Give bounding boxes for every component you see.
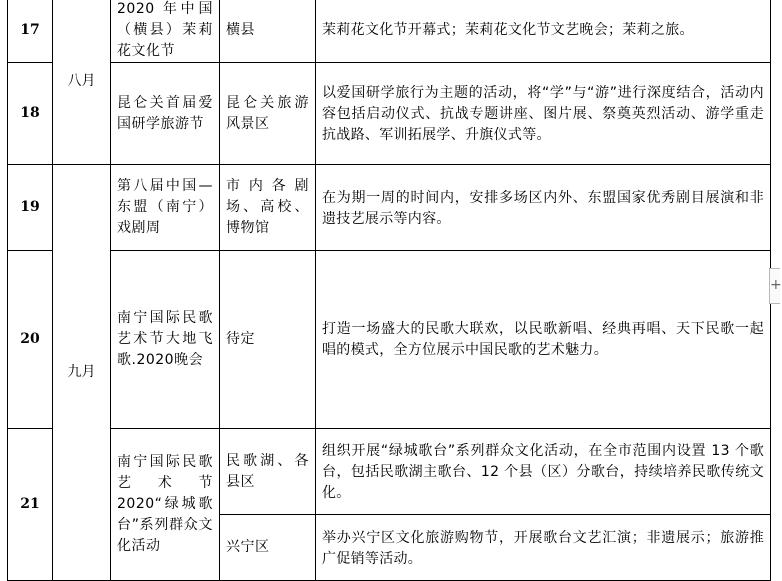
event-name: 昆仑关首届爱国研学旅游节 xyxy=(111,63,220,165)
table-row xyxy=(8,165,771,251)
table-row xyxy=(8,429,771,515)
event-location: 待定 xyxy=(220,251,316,429)
event-name: 南宁国际民歌艺术节大地飞歌.2020晚会 xyxy=(111,251,220,429)
event-location: 民歌湖、各县区 xyxy=(220,429,316,515)
event-description: 在为期一周的时间内，安排多场区内外、东盟国家优秀剧目展演和非遗技艺展示等内容。 xyxy=(316,165,771,251)
event-name: 南宁国际民歌艺术节2020“绿城歌台”系列群众文化活动 xyxy=(111,429,220,581)
side-expand-tab[interactable]: + xyxy=(769,268,780,304)
row-number: 17 xyxy=(8,0,53,63)
table-row xyxy=(8,251,771,429)
event-description: 茉莉花文化节开幕式；茉莉花文化节文艺晚会；茉莉之旅。 xyxy=(316,0,771,63)
event-name: 第八届中国—东盟（南宁）戏剧周 xyxy=(111,165,220,251)
row-number: 20 xyxy=(8,251,53,429)
row-number: 18 xyxy=(8,63,53,165)
event-description: 举办兴宁区文化旅游购物节，开展歌台文艺汇演；非遗展示；旅游推广促销等活动。 xyxy=(316,515,771,581)
month-cell: 九月 xyxy=(53,165,111,581)
event-location: 横县 xyxy=(220,0,316,63)
row-number: 19 xyxy=(8,165,53,251)
event-location: 市内各剧场、高校、博物馆 xyxy=(220,165,316,251)
table-row xyxy=(8,0,771,63)
event-name: 2020 年中国（横县）茉莉花文化节 xyxy=(111,0,220,63)
row-number: 21 xyxy=(8,429,53,581)
event-description: 打造一场盛大的民歌大联欢，以民歌新唱、经典再唱、天下民歌一起唱的模式，全方位展示中国民歌的艺术魅力。 xyxy=(316,251,771,429)
event-description: 组织开展“绿城歌台”系列群众文化活动，在全市范围内设置 13 个歌台，包括民歌湖主歌台、12 个县（区）分歌台，持续培养民歌传统文化。 xyxy=(316,429,771,515)
event-location: 兴宁区 xyxy=(220,515,316,581)
month-cell: 八月 xyxy=(53,0,111,165)
table-row xyxy=(8,63,771,165)
event-schedule-table xyxy=(7,0,771,581)
event-location: 昆仑关旅游风景区 xyxy=(220,63,316,165)
event-description: 以爱国研学旅行为主题的活动，将“学”与“游”进行深度结合，活动内容包括启动仪式、抗战专题讲座、图片展、祭奠英烈活动、游学重走抗战路、军训拓展学、升旗仪式等。 xyxy=(316,63,771,165)
